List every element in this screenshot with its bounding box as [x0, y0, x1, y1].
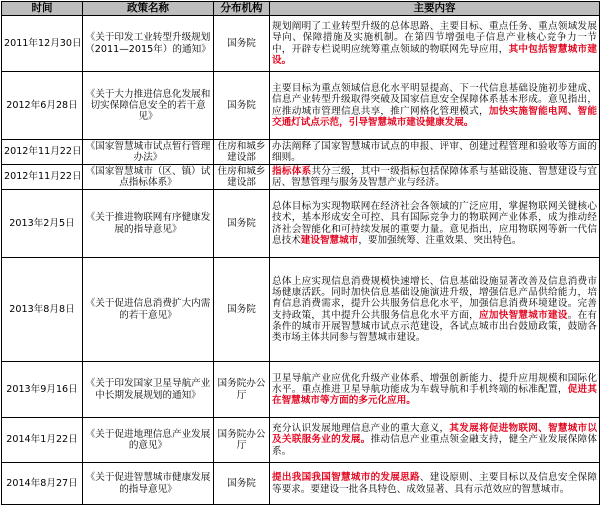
content-text: 总体上应实现信息消费规模快速增长、信息基础设施显著改善及信息消费市场健康活跃。同时加快信息基础设施演进升级，增强信息产品供给能力，培育信息消费需求，提升公共服务信息化水平，加强信息消费环境建设。完善支持政策，其中提升公共服务信息化水平方面， [272, 275, 597, 321]
row-content [270, 140, 600, 165]
header-issuer: 分布机构 [214, 2, 270, 16]
row-issuer: 国务院办公厅 [214, 362, 270, 418]
content-text: 主要目标为重点领域信息化水平明显提高、下一代信息基础设施初步建成、信息产业转型升级取得突破及国家信息安全保障体系基本形成。意见指出，应推动城市管理信息共享，推广网格化管理模式， [272, 83, 597, 117]
row-policy-name: 《关于印发工业转型升级规划（2011—2015年）的通知》 [83, 16, 214, 72]
row-date: 2011年12月30日 [2, 16, 83, 72]
table-row [2, 140, 600, 165]
content-text: 。在有条件的城市开展智慧城市试点示范建设，各试点城市出台鼓励政策，鼓励各类市场主体共同参与智慧城市建设。 [272, 309, 598, 343]
row-content [270, 16, 600, 72]
content-highlight: 指标体系 [272, 165, 312, 177]
content-text: 卫星导航产业应优化升级产业体系、增强创新能力、提升应用规模和国际化水平。重点推进卫星导航功能成为车载导航和手机终端的标准配置， [272, 372, 597, 395]
row-policy-name: 《关于推进物联网有序健康发展的指导意见》 [83, 190, 214, 258]
row-policy-name: 《关于印发国家卫星导航产业中长期发展规划的通知》 [83, 362, 214, 418]
table-row [2, 72, 600, 140]
table-row [2, 190, 600, 258]
row-issuer: 国务院 [214, 72, 270, 140]
row-policy-name: 《关于促进信息消费扩大内需的若干意见》 [83, 258, 214, 362]
table-row [2, 165, 600, 190]
row-content [270, 418, 600, 463]
header-policy-name: 政策名称 [83, 2, 214, 16]
row-policy-name: 《国家智慧城市（区、镇）试点指标体系》 [83, 165, 214, 190]
header-main-content: 主要内容 [270, 2, 600, 16]
row-date: 2013年8月8日 [2, 258, 83, 362]
content-text: 总体目标为实现物联网在经济社会各领域的广泛应用，掌握物联网关键核心技术，基本形成安全可控、具有国际竞争力的物联网产业体系，成为推动经济社会智能化和可持续发展的重要力量。意见指出，应用物联网等新一代信息技术 [272, 201, 597, 246]
row-date: 2013年9月16日 [2, 362, 83, 418]
table-row [2, 16, 600, 72]
content-highlight: 其中包括智慧城市建设。 [272, 43, 598, 66]
row-issuer: 国务院 [214, 463, 270, 505]
row-content [270, 72, 600, 140]
content-text: 充分认识发展地理信息产业的重大意义， [272, 423, 450, 435]
content-highlight: 其发展将促进物联网、智慧城市以及关联服务业的发展。 [272, 423, 598, 446]
row-issuer: 住房和城乡建设部 [214, 140, 270, 165]
row-policy-name: 《关于促进智慧城市健康发展的指导意见》 [83, 463, 214, 505]
header-row [2, 2, 600, 16]
row-issuer: 国务院办公厅 [214, 418, 270, 463]
header-date: 时间 [2, 2, 83, 16]
row-date: 2013年2月5日 [2, 190, 83, 258]
table-row [2, 463, 600, 505]
content-highlight: 加快实施智能电网、智能交通灯试点示范，引导智慧城市建设健康发展。 [272, 105, 598, 128]
row-date: 2012年11月22日 [2, 165, 83, 190]
row-date: 2012年11月22日 [2, 140, 83, 165]
content-highlight: 建设智慧城市 [300, 234, 359, 246]
content-text: 推动信息产业重点领金融支持，健全产业发展保障体系。 [272, 434, 598, 457]
row-date: 2014年8月27日 [2, 463, 83, 505]
row-content [270, 165, 600, 190]
row-issuer: 国务院 [214, 258, 270, 362]
policy-table [1, 1, 600, 505]
row-content [270, 362, 600, 418]
row-date: 2012年6月28日 [2, 72, 83, 140]
row-issuer: 住房和城乡建设部 [214, 165, 270, 190]
content-text: ，要加强统筹、注重效果、突出特色。 [358, 234, 522, 246]
table-row [2, 258, 600, 362]
row-content [270, 190, 600, 258]
content-text: 、建设原则、主要目标以及信息安全保障等要求。要建设一批各具特色、成效显著、具有示范效应的智慧城市。 [272, 472, 598, 495]
row-issuer: 国务院 [214, 16, 270, 72]
row-policy-name: 《关于大力推进信息化发展和切实保障信息安全的若干意见》 [83, 72, 214, 140]
content-highlight: 促进其在智慧城市等方面的多元化应用。 [272, 383, 598, 407]
row-issuer: 国务院 [214, 190, 270, 258]
content-text: 规划阐明了工业转型升级的总体思路、主要目标、重点任务、重点领域发展导向、保障措施及实施机制。在第四节增强电子信息产业核心竞争力一节中，开辟专栏说明应统筹重点领域的物联网先导应用， [272, 21, 597, 55]
row-content [270, 258, 600, 362]
row-policy-name: 《国家智慧城市试点暂行管理办法》 [83, 140, 214, 165]
content-text: 共分三级，其中一级指标包括保障体系与基础设施、智慧建设与宜居、智慧管理与服务及智慧产业与经济。 [272, 165, 598, 188]
row-content [270, 463, 600, 505]
content-text: 办法阐释了国家智慧城市试点的申报、评审、创建过程管理和验收等方面的细则。 [272, 140, 597, 163]
content-highlight: 提出我国我国智慧城市的发展思路 [272, 472, 420, 484]
row-date: 2014年1月22日 [2, 418, 83, 463]
table-row [2, 362, 600, 418]
content-highlight: 应加快智慧城市建设 [479, 309, 568, 321]
row-policy-name: 《关于促进地理信息产业发展的意见》 [83, 418, 214, 463]
table-row [2, 418, 600, 463]
